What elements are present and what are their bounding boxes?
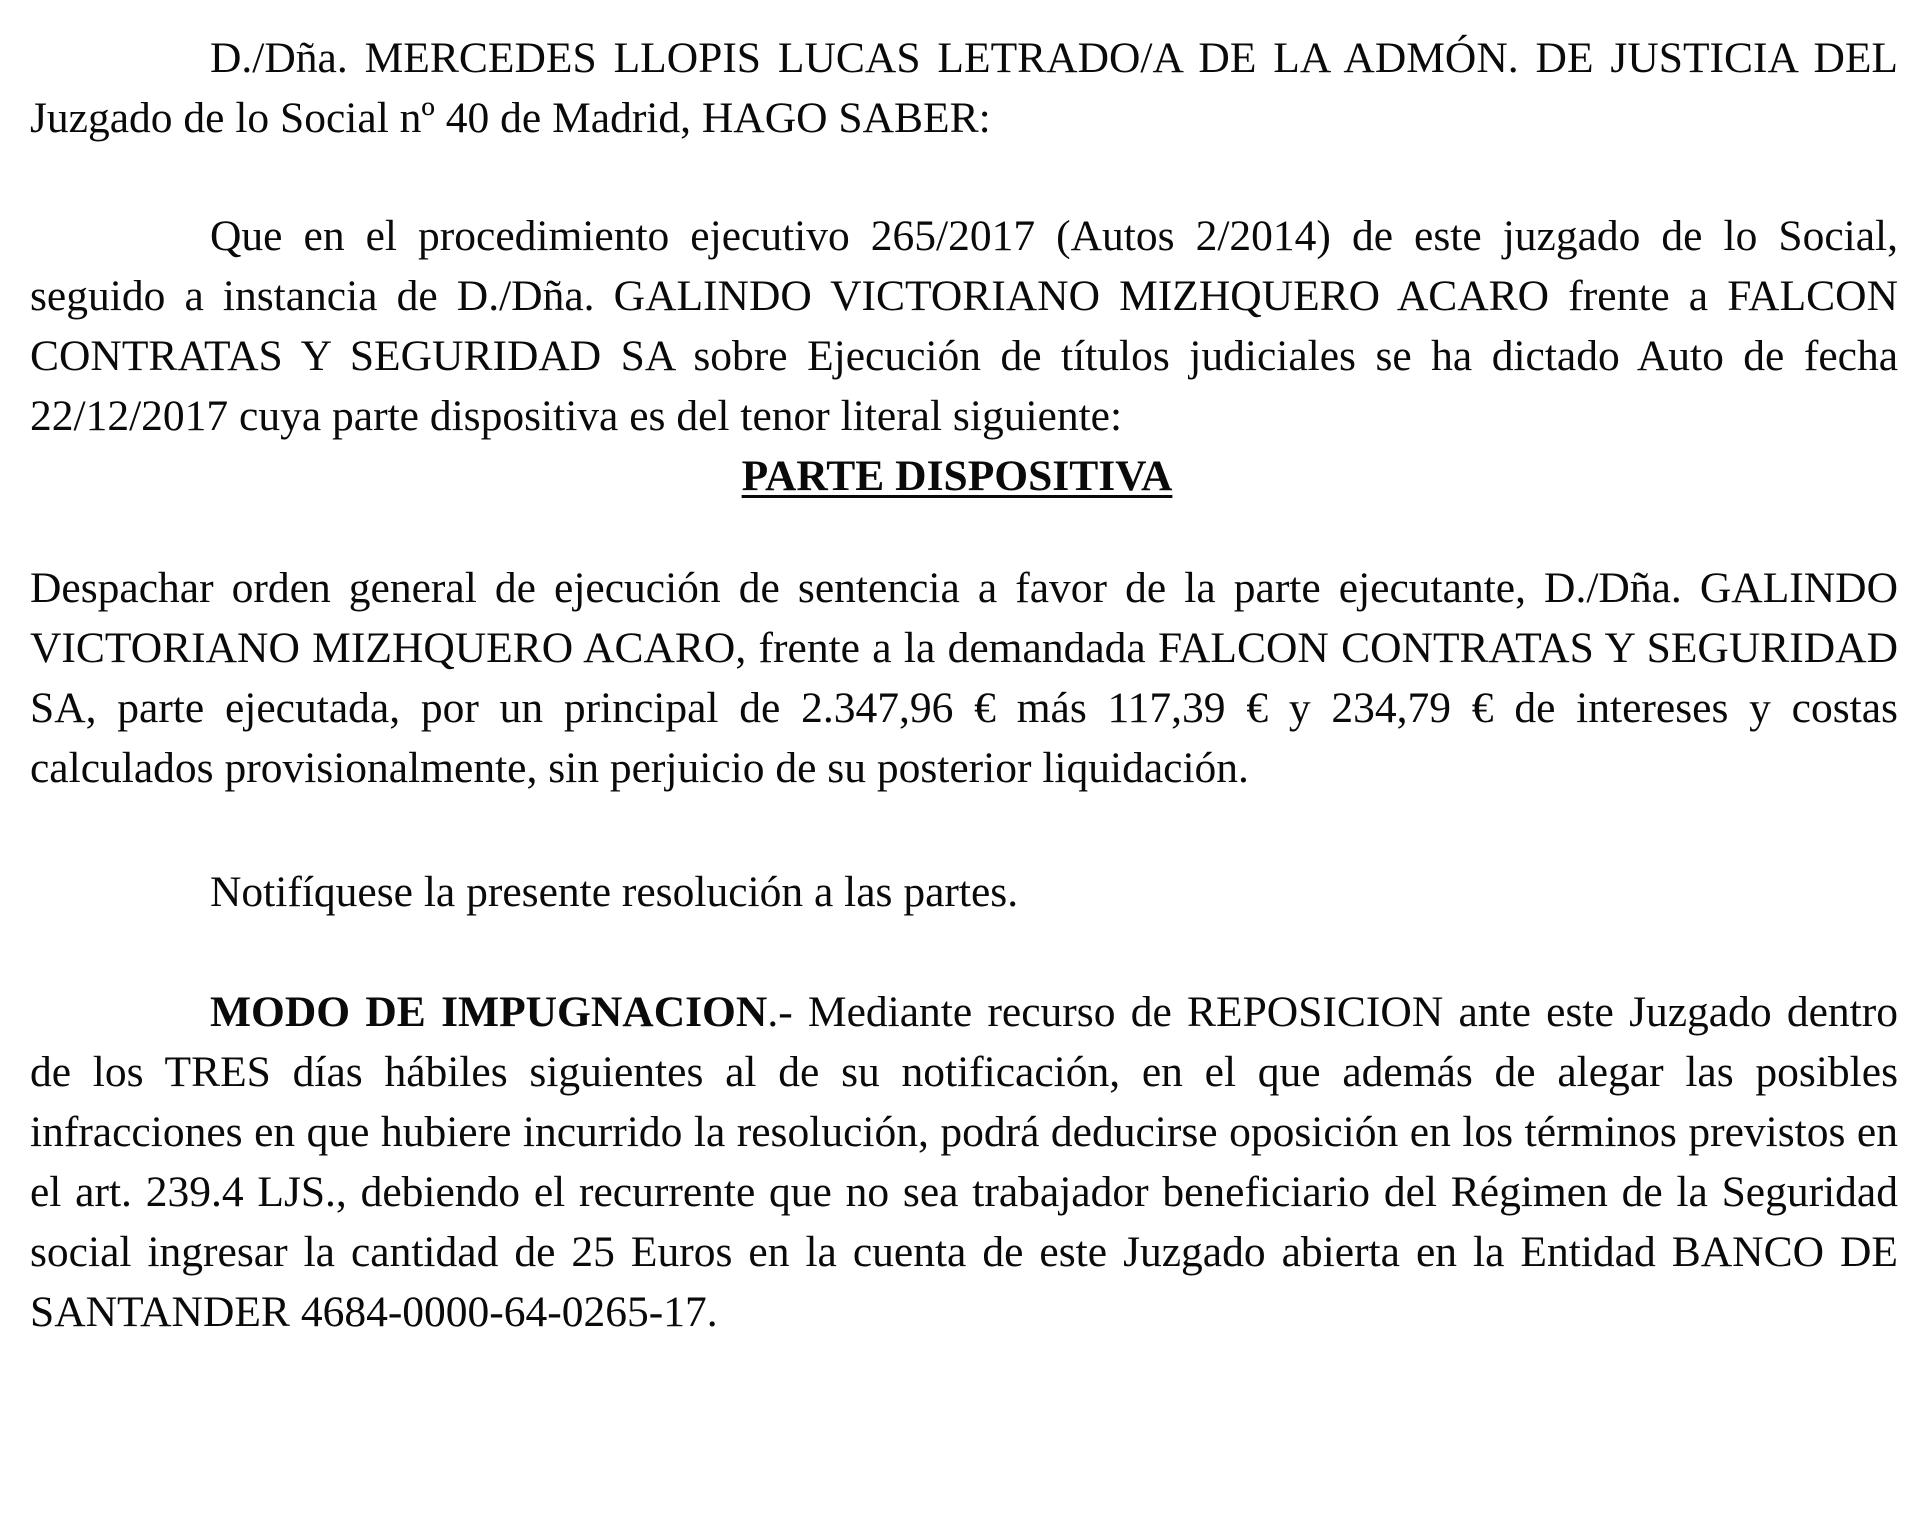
impugnation-paragraph	[30, 982, 1898, 1342]
order-paragraph: Despachar orden general de ejecución de sentencia a favor de la parte ejecutante, D./Dña. GALINDO VICTORIANO MIZHQUERO ACARO, frente a la demandada FALCON CONTRATAS Y SEGURIDAD SA, parte ejecutada, por un principal de 2.347,96 € más 117,39 € y 234,79 € de intereses y costas calculados provisionalmente, sin perjuicio de su posterior liquidación.	[30, 564, 1898, 792]
document-page	[30, 28, 1898, 1342]
notify-paragraph: Notifíquese la presente resolución a las partes.	[210, 868, 1019, 916]
section-title	[30, 446, 1898, 506]
header-paragraph: D./Dña. MERCEDES LLOPIS LUCAS LETRADO/A DE LA ADMÓN. DE JUSTICIA DEL Juzgado de lo Social nº 40 de Madrid, HAGO SABER:	[30, 34, 1898, 142]
section-title-text: PARTE DISPOSITIVA	[741, 452, 1173, 500]
intro-paragraph: Que en el procedimiento ejecutivo 265/2017 (Autos 2/2014) de este juzgado de lo Social, seguido a instancia de D./Dña. GALINDO VICTORIANO MIZHQUERO ACARO frente a FALCON CONTRATAS Y SEGURIDAD SA sobre Ejecución de títulos judiciales se ha dictado Auto de fecha 22/12/2017 cuya parte dispositiva es del tenor literal siguiente:	[30, 212, 1898, 440]
impugnation-label: MODO DE IMPUGNACION	[210, 988, 768, 1036]
impugnation-text: .- Mediante recurso de REPOSICION ante este Juzgado dentro de los TRES días hábiles siguientes al de su notificación, en el que además de alegar las posibles infracciones en que hubiere incurrido la resolución, podrá deducirse oposición en los términos previstos en el art. 239.4 LJS., debiendo el recurrente que no sea trabajador beneficiario del Régimen de la Seguridad social ingresar la cantidad de 25 Euros en la cuenta de este Juzgado abierta en la Entidad BANCO DE SANTANDER 4684-0000-64-0265-17.	[30, 988, 1898, 1336]
